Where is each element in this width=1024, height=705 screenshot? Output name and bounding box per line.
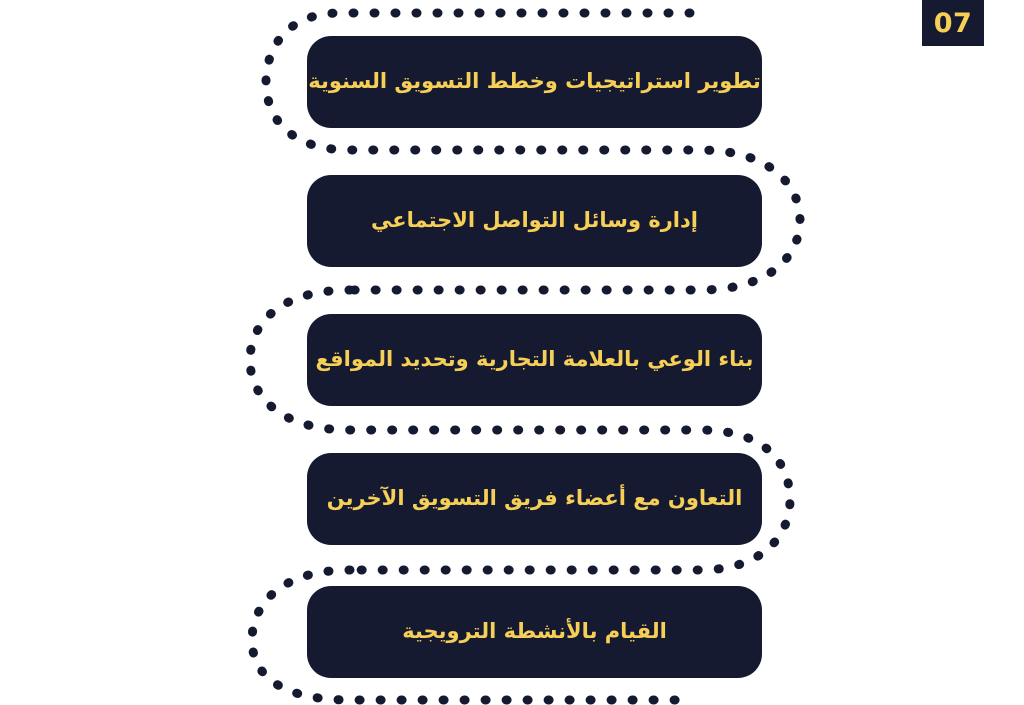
list-item[interactable] [307, 314, 762, 406]
list-item-label: إدارة وسائل التواصل الاجتماعي [371, 208, 698, 233]
list-item-label: التعاون مع أعضاء فريق التسويق الآخرين [326, 486, 743, 511]
list-item[interactable] [307, 36, 762, 128]
list-item[interactable] [307, 175, 762, 267]
page-number-label: 07 [933, 7, 973, 39]
list-item[interactable] [307, 453, 762, 545]
list-item-label: القيام بالأنشطة الترويجية [402, 619, 667, 644]
list-item-label: تطوير استراتيجيات وخطط التسويق السنوية [308, 69, 761, 94]
list-item[interactable] [307, 586, 762, 678]
list-item-label: بناء الوعي بالعلامة التجارية وتحديد المواقع [315, 347, 754, 372]
